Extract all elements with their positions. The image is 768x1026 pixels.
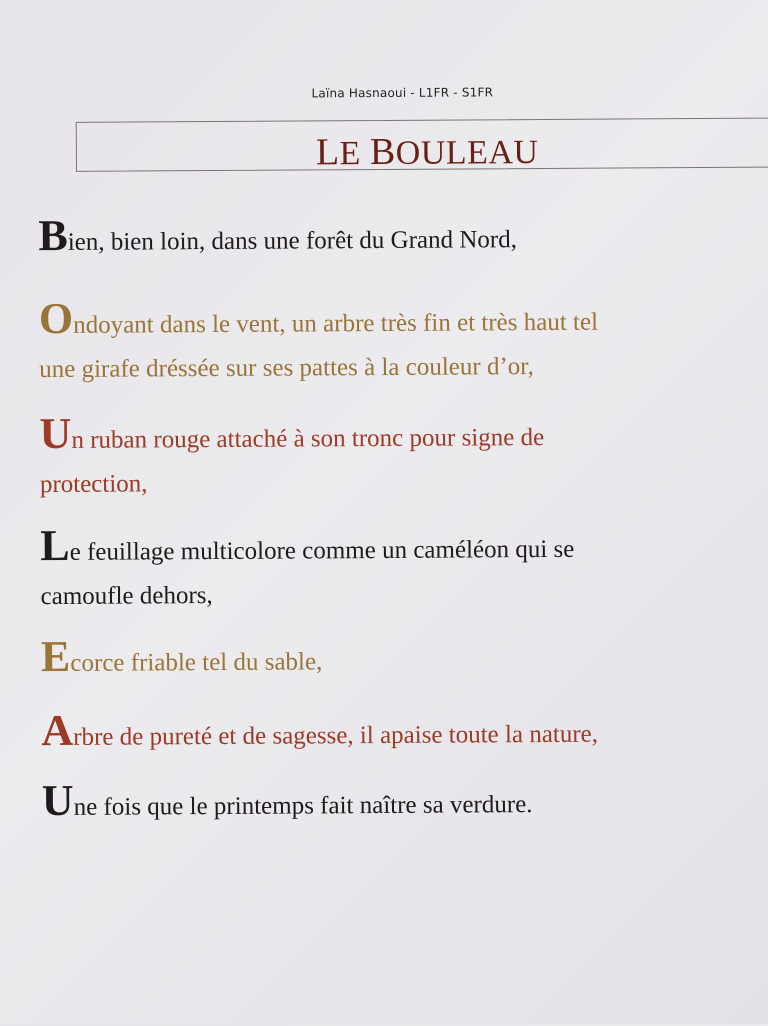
- poem-line: [40, 458, 768, 507]
- acrostic-initial: E: [40, 631, 71, 682]
- title-rest-1: E: [339, 135, 370, 173]
- stanza-2: [39, 292, 768, 392]
- title-rest-2: OULEAU: [395, 134, 539, 172]
- acrostic-initial: L: [40, 520, 70, 571]
- line-text: n ruban rouge attaché à son tronc pour signe de: [71, 423, 545, 454]
- poem-line: [41, 704, 768, 760]
- poem-line: [41, 630, 768, 686]
- line-text: e feuillage multicolore comme un caméléon qui se: [69, 535, 575, 566]
- line-text: une girafe dréssée sur ses pattes à la couleur d’or,: [39, 353, 534, 384]
- acrostic-initial: U: [39, 408, 72, 459]
- stanza-4: [40, 519, 768, 619]
- line-text: corce friable tel du sable,: [70, 648, 323, 677]
- acrostic-initial: B: [38, 210, 68, 261]
- author-line: Laïna Hasnaoui - L1FR - S1FR: [311, 85, 494, 101]
- title-cap-1: L: [315, 131, 340, 174]
- acrostic-initial: A: [41, 705, 74, 756]
- line-text: protection,: [39, 470, 148, 499]
- stanza-7: [42, 774, 768, 830]
- stanza-1: [38, 209, 768, 265]
- stanza-6: [41, 704, 768, 760]
- line-text: rbre de pureté et de sagesse, il apaise toute la nature,: [73, 720, 599, 751]
- acrostic-initial: U: [41, 775, 74, 826]
- acrostic-initial: O: [38, 293, 74, 344]
- poem-line: [40, 570, 768, 619]
- poem-title: [316, 129, 539, 174]
- stanza-3: [39, 407, 768, 507]
- line-text: ien, bien loin, dans une forêt du Grand Nord,: [67, 226, 518, 256]
- poem-line: [39, 407, 768, 463]
- line-text: camoufle dehors,: [40, 582, 213, 611]
- line-text: ndoyant dans le vent, un arbre très fin et très haut tel: [73, 308, 599, 339]
- stanza-5: [41, 630, 768, 686]
- poem-line: [40, 519, 768, 575]
- poem-line: [39, 343, 768, 392]
- poem-line: [38, 209, 768, 265]
- line-text: ne fois que le printemps fait naître sa verdure.: [73, 791, 533, 821]
- poem-line: [42, 774, 768, 830]
- poem-line: [39, 292, 768, 348]
- title-cap-2: B: [369, 130, 396, 174]
